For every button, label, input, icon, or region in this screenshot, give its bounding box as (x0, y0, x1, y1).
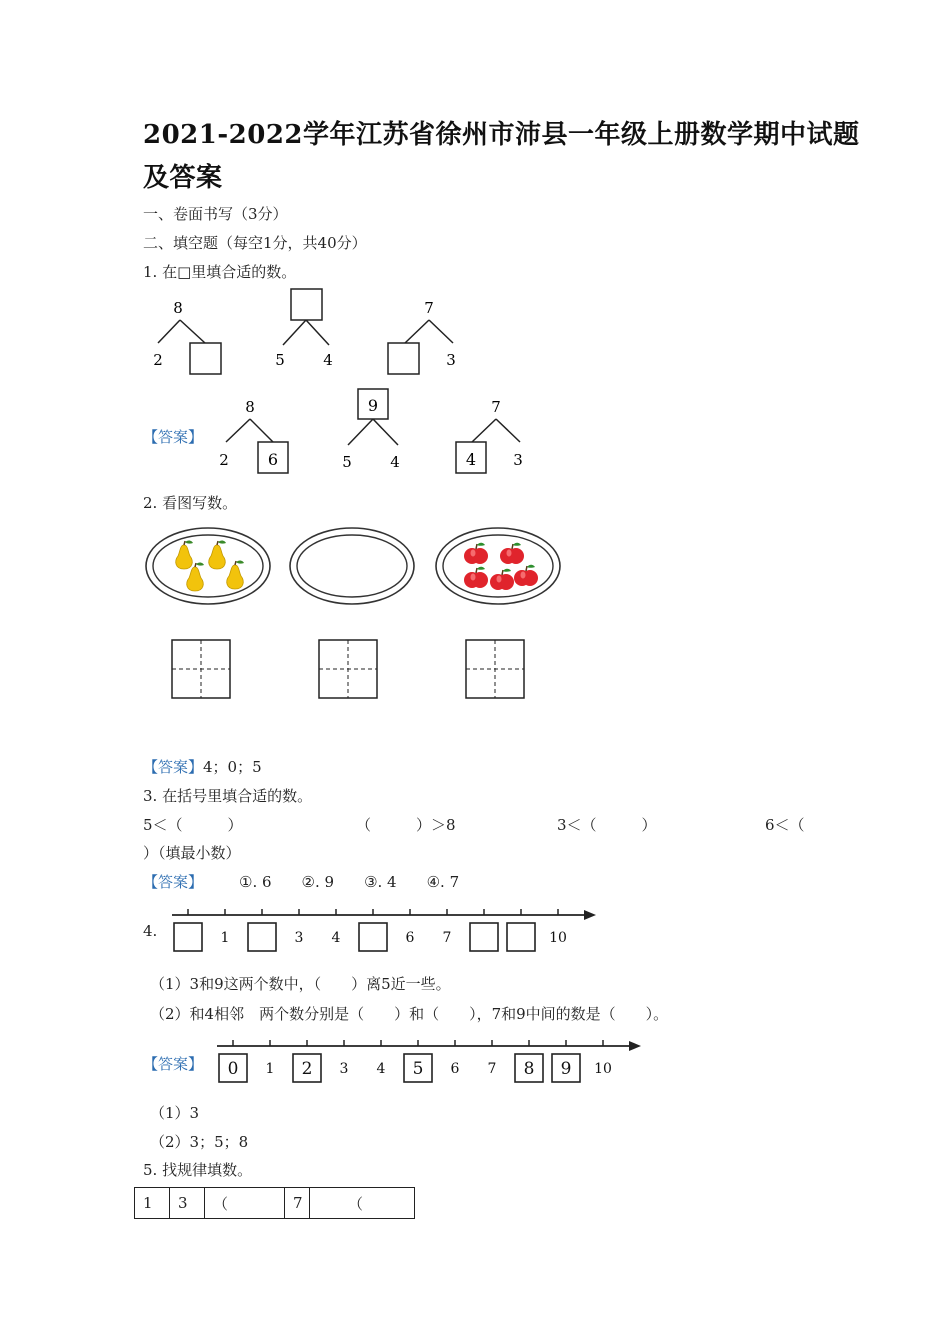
q1-ans-tree3-right: 3 (513, 451, 523, 469)
q4-line-label: 3 (294, 930, 304, 946)
q4-ans-line-label: 8 (523, 1059, 535, 1079)
q4-line-box (507, 923, 535, 951)
q4-ans-line-label: 10 (594, 1061, 612, 1077)
q5-cell-1: 1 (135, 1188, 170, 1219)
q1-answer-trees (210, 387, 530, 482)
q1-ans-tree2-top: 9 (367, 396, 379, 415)
page-title-line2: 及答案 (143, 163, 223, 193)
q1-ans-tree1-right: 6 (267, 450, 279, 469)
q1-tree2-left: 5 (275, 351, 285, 369)
q4-ans-line-label: 2 (301, 1059, 313, 1079)
q1-number-trees (140, 285, 480, 380)
q3-item-4: 6＜（ (765, 816, 805, 834)
q4-number: 4. (143, 922, 158, 940)
q2-plate-2 (290, 528, 414, 604)
q4-answer-number-line (205, 1030, 655, 1092)
q2-plate-3 (436, 528, 560, 604)
q3-item-1: 5＜（ ） (143, 816, 243, 834)
q5-cell-3[interactable]: （ (205, 1188, 285, 1219)
q5-cell-4: 7 (285, 1188, 310, 1219)
section-1-heading: 一、卷面书写（3分） (143, 205, 288, 223)
q2-prompt: 2. 看图写数。 (143, 494, 238, 512)
q1-tree3-left-box (388, 343, 419, 374)
q4-ans-line-label: 1 (265, 1061, 275, 1077)
q1-ans-tree2-right: 4 (390, 453, 400, 471)
q4-line-box (174, 923, 202, 951)
page-title: 2021-2022学年江苏省徐州市沛县一年级上册数学期中试题 (143, 120, 860, 150)
q1-ans-tree1-left: 2 (219, 451, 229, 469)
q3-item-3: 3＜（ ） (557, 816, 657, 834)
q2-answer-value: 4；0；5 (203, 758, 262, 776)
q4-answer-tag: 【答案】 (143, 1055, 204, 1073)
q1-tree1-right-box (190, 343, 221, 374)
q1-ans-tree3-left: 4 (465, 450, 477, 469)
q2-plates-figure (140, 520, 570, 710)
q2-write-box-3 (466, 640, 524, 698)
q4-number-line (160, 900, 610, 960)
q5-sequence-table (134, 1187, 415, 1219)
q1-tree1-left: 2 (153, 351, 163, 369)
q4-answer-2: （2）3；5；8 (150, 1133, 249, 1151)
q3-answer-value: ①. 6 ②. 9 ③. 4 ④. 7 (239, 873, 460, 891)
q3-answer (143, 871, 459, 892)
q4-line-box (359, 923, 387, 951)
q1-answer-tag: 【答案】 (143, 428, 204, 446)
q2-answer (143, 756, 262, 777)
q1-tree2-right: 4 (323, 351, 333, 369)
q1-tree2-top-box (291, 289, 322, 320)
q1-ans-tree2-left: 5 (342, 453, 352, 471)
q2-write-box-2 (319, 640, 377, 698)
q3-item-2: （ ）＞8 (356, 816, 456, 834)
q4-ans-line-label: 0 (227, 1059, 239, 1079)
q4-ans-line-label: 5 (412, 1059, 424, 1079)
q4-line-label: 6 (405, 930, 415, 946)
q4-line-label: 7 (442, 930, 452, 946)
q4-ans-line-label: 9 (560, 1059, 572, 1079)
q1-ans-tree3-top: 7 (491, 398, 501, 416)
q5-prompt: 5. 找规律填数。 (143, 1161, 253, 1179)
section-2-heading: 二、填空题（每空1分，共40分） (143, 234, 367, 252)
q4-ans-line-label: 7 (487, 1061, 497, 1077)
q1-ans-tree1-top: 8 (245, 398, 255, 416)
q4-ans-line-label: 3 (339, 1061, 349, 1077)
q3-prompt: 3. 在括号里填合适的数。 (143, 787, 313, 805)
q1-prompt: 1. 在□里填合适的数。 (143, 263, 297, 281)
q4-line-box (470, 923, 498, 951)
q2-plate-1 (146, 528, 270, 604)
q1-tree3-right: 3 (446, 351, 456, 369)
q3-line2: ）（填最小数） (143, 844, 241, 862)
q4-answer-1: （1）3 (150, 1104, 200, 1122)
q2-write-box-1 (172, 640, 230, 698)
q4-sub1: （1）3和9这两个数中，（ ）离5近一些。 (150, 975, 451, 993)
q4-line-label: 10 (549, 930, 567, 946)
q4-line-label: 1 (220, 930, 230, 946)
q4-ans-line-label: 4 (376, 1061, 386, 1077)
q1-tree1-top: 8 (173, 299, 183, 317)
q4-ans-line-label: 6 (450, 1061, 460, 1077)
q5-cell-5[interactable]: （ (310, 1188, 415, 1219)
q4-sub2: （2）和4相邻 两个数分别是（ ）和（ ），7和9中间的数是（ ）。 (150, 1005, 669, 1023)
q2-answer-tag: 【答案】 (143, 758, 204, 776)
q4-line-box (248, 923, 276, 951)
q1-tree3-top: 7 (424, 299, 434, 317)
q5-cell-2: 3 (170, 1188, 205, 1219)
q3-answer-tag: 【答案】 (143, 873, 204, 891)
q4-line-label: 4 (331, 930, 341, 946)
